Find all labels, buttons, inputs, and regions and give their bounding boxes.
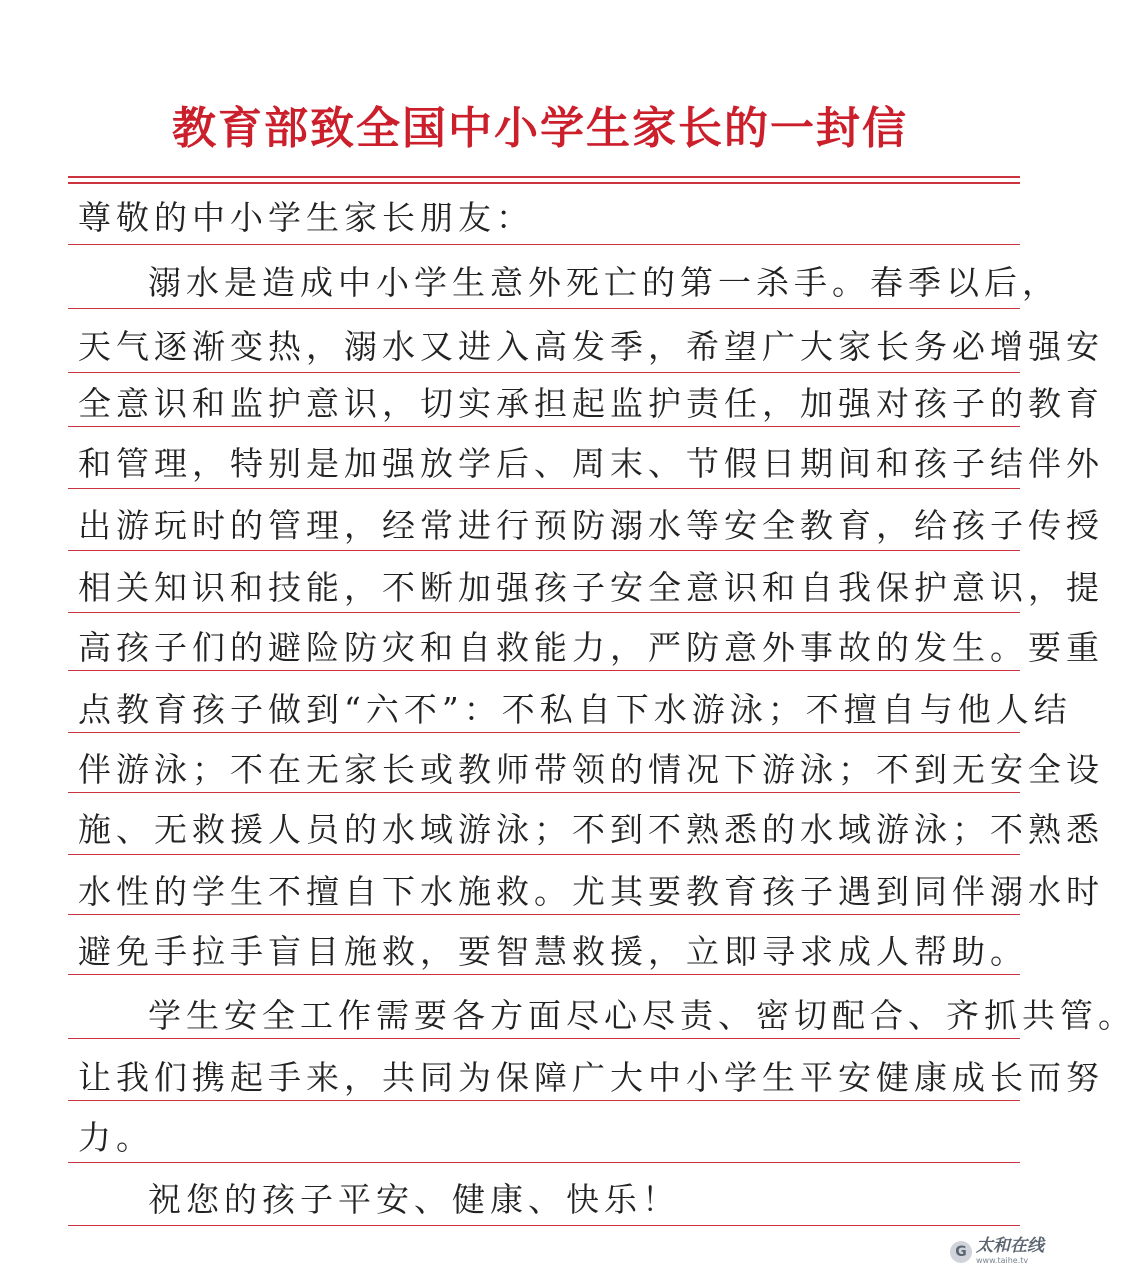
site-logo-icon: G [950,1241,972,1263]
letter-line: 出游玩时的管理，经常进行预防溺水等安全教育，给孩子传授 [78,506,1104,545]
ruled-line [68,974,1020,975]
letter-line: 全意识和监护意识，切实承担起监护责任，加强对孩子的教育 [78,384,1104,423]
ruled-line [68,372,1020,373]
header-rule-top [68,176,1020,178]
ruled-line [68,732,1020,733]
letter-line: 和管理，特别是加强放学后、周末、节假日期间和孩子结伴外 [78,444,1104,483]
ruled-line [68,244,1020,245]
ruled-line [68,792,1020,793]
watermark-url: www.taihe.tv [976,1256,1029,1265]
letter-line: 避免手拉手盲目施救，要智慧救援，立即寻求成人帮助。 [78,932,1028,971]
ruled-line [68,308,1020,309]
letter-line: 相关知识和技能，不断加强孩子安全意识和自我保护意识，提 [78,568,1104,607]
ruled-line [68,854,1020,855]
ruled-line [68,670,1020,671]
header-rule-bottom [68,182,1020,184]
letter-title: 教育部致全国中小学生家长的一封信 [172,103,908,154]
letter-line: 高孩子们的避险防灾和自救能力，严防意外事故的发生。要重 [78,628,1104,667]
letter-line: 点教育孩子做到“六不”：不私自下水游泳；不擅自与他人结 [78,690,1072,729]
salutation: 尊敬的中小学生家长朋友： [78,198,534,237]
ruled-line [68,550,1020,551]
letter-line: 水性的学生不擅自下水施救。尤其要教育孩子遇到同伴溺水时 [78,872,1104,911]
ruled-line [68,488,1020,489]
ruled-line [68,1038,1020,1039]
letter-line: 力。 [78,1118,154,1157]
site-watermark [950,1238,1044,1265]
letter-line: 让我们携起手来，共同为保障广大中小学生平安健康成长而努 [78,1058,1104,1097]
ruled-line [68,914,1020,915]
letter-line: 施、无救援人员的水域游泳；不到不熟悉的水域游泳；不熟悉 [78,810,1104,849]
ruled-line [68,426,1020,427]
letter-line: 学生安全工作需要各方面尽心尽责、密切配合、齐抓共管。 [148,996,1136,1035]
ruled-line [68,1100,1020,1101]
letter-line: 溺水是造成中小学生意外死亡的第一杀手。春季以后， [148,263,1060,302]
ruled-line [68,612,1020,613]
ruled-line [68,1225,1020,1226]
watermark-name: 太和在线 [976,1236,1044,1256]
letter-line: 天气逐渐变热，溺水又进入高发季，希望广大家长务必增强安 [78,327,1104,366]
closing-line: 祝您的孩子平安、健康、快乐！ [148,1180,680,1219]
letter-line: 伴游泳；不在无家长或教师带领的情况下游泳；不到无安全设 [78,750,1104,789]
ruled-line [68,1162,1020,1163]
